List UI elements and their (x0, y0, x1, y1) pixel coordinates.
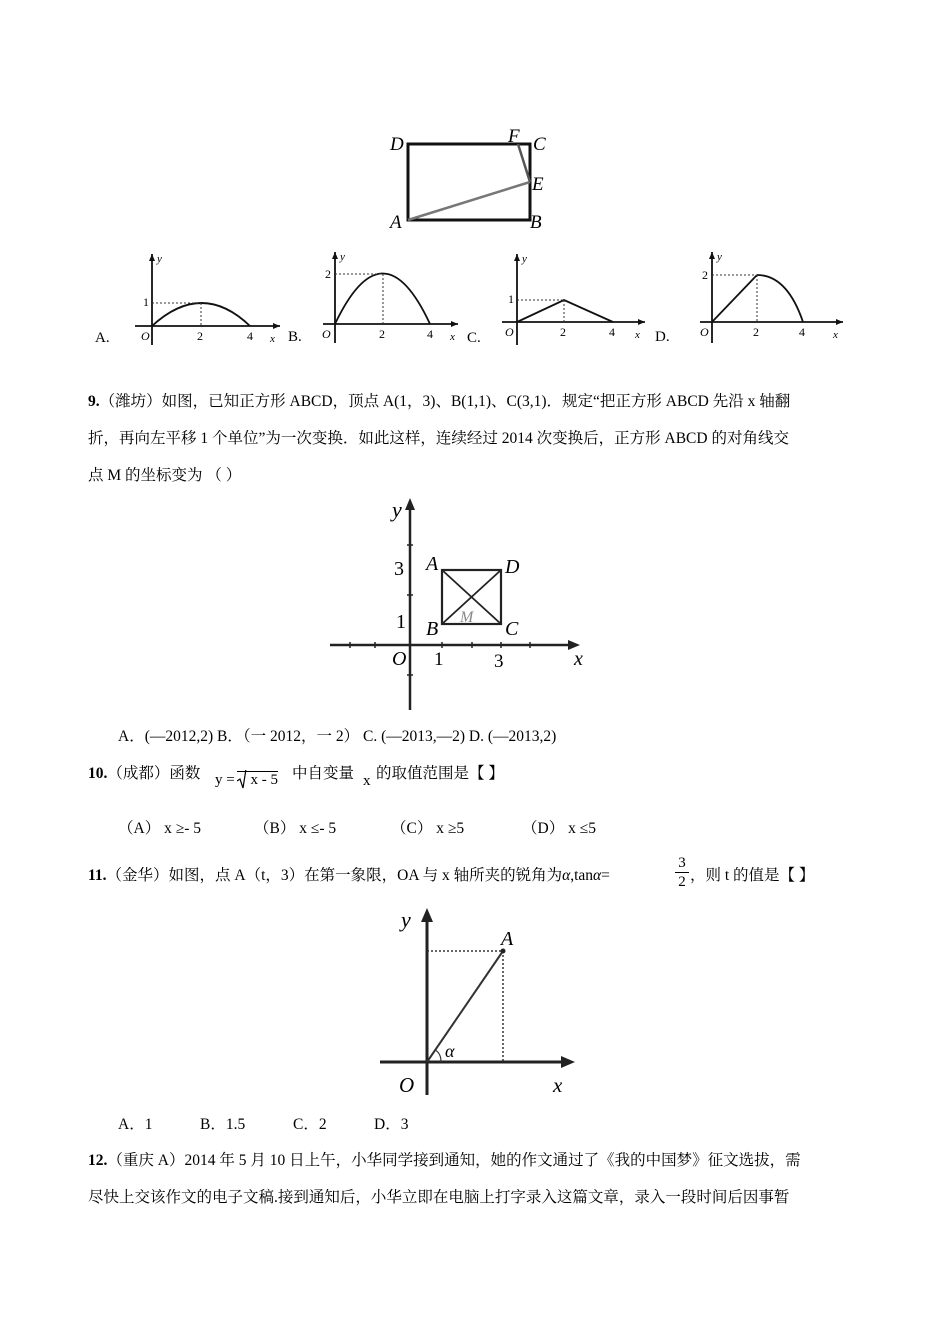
label-C: C (533, 134, 546, 155)
svg-text:4: 4 (799, 325, 805, 339)
q11-choice-a: A．1 (118, 1116, 153, 1133)
label-D: D (390, 134, 404, 155)
label-B: B (530, 212, 542, 233)
svg-text:y: y (401, 907, 411, 932)
svg-text:y: y (522, 253, 527, 265)
svg-text:O: O (392, 648, 407, 670)
q12-line-1: 12.（重庆 A）2014 年 5 月 10 日上午，小华同学接到通知，她的作文通过了《我的中国梦》征文选拔，需 (88, 1152, 801, 1169)
svg-text:y: y (157, 253, 162, 265)
svg-text:1: 1 (434, 649, 444, 670)
q10-text-mid: 中自变量 (292, 765, 355, 782)
q9-line-1: 9.（潍坊）如图，已知正方形 ABCD，顶点 A(1，3)、B(1,1)、C(3,1)．规定“把正方形 ABCD 先沿 x 轴翻 (88, 393, 791, 410)
svg-text:x: x (635, 329, 640, 341)
q12-line-2: 尽快上交该作文的电子文稿.接到通知后，小华立即在电脑上打字录入这篇文章，录入一段时间后因事暂 (88, 1189, 790, 1206)
svg-text:y: y (717, 251, 722, 263)
q10-choice-a: （A） x ≥- 5 (118, 820, 201, 837)
q9-choices: A．(—2012,2) B．（一 2012，一 2） C. (—2013,—2) D. (—2013,2) (118, 728, 557, 745)
q9-square-figure (330, 495, 600, 715)
svg-text:A: A (501, 928, 514, 950)
svg-text:O: O (505, 325, 514, 339)
option-d-letter: D. (655, 329, 670, 345)
option-b-letter: B. (288, 329, 302, 345)
label-A: A (390, 212, 402, 233)
q11-fraction: 3 2 (675, 854, 689, 891)
svg-text:2: 2 (379, 327, 385, 341)
label-E: E (532, 174, 544, 195)
svg-text:A: A (426, 553, 439, 575)
svg-text:2: 2 (702, 268, 708, 282)
svg-text:2: 2 (560, 325, 566, 339)
q10-choice-c: （C） x ≥5 (391, 820, 465, 837)
label-F: F (508, 126, 520, 147)
svg-text:O: O (322, 327, 331, 341)
svg-text:x: x (450, 331, 455, 343)
svg-text:3: 3 (394, 558, 404, 580)
svg-text:C: C (505, 618, 519, 640)
q10-choice-d: （D） x ≤5 (522, 820, 596, 837)
svg-text:4: 4 (427, 327, 433, 341)
q8-option-b-graph (288, 248, 468, 348)
q11-choice-d: D．3 (374, 1116, 409, 1133)
svg-text:2: 2 (325, 267, 331, 281)
q10-choice-b: （B） x ≤- 5 (254, 820, 337, 837)
q11-text-post: ，则 t 的值是【 】 (690, 867, 815, 884)
svg-text:x: x (574, 648, 583, 670)
svg-text:O: O (399, 1073, 415, 1097)
svg-text:3: 3 (494, 651, 504, 672)
q11-number: 11. (88, 867, 107, 884)
svg-text:O: O (700, 325, 709, 339)
svg-text:4: 4 (609, 325, 615, 339)
q9-number: 9. (88, 393, 100, 410)
option-a-letter: A. (95, 330, 110, 346)
q8-rectangle-figure (380, 120, 560, 235)
q11-coordinate-figure (375, 905, 585, 1100)
svg-text:4: 4 (247, 329, 253, 343)
q11-line: 11.（金华）如图，点 A（t，3）在第一象限，OA 与 x 轴所夹的锐角为α,tanα= (88, 867, 610, 884)
svg-text:D: D (505, 556, 520, 578)
q12-number: 12. (88, 1152, 108, 1169)
q9-line-2: 折，再向左平移 1 个单位”为一次变换．如此这样，连续经过 2014 次变换后，正方形 ABCD 的对角线交 (88, 430, 789, 447)
q8-option-d-graph (655, 248, 850, 348)
svg-text:x: x (270, 333, 275, 345)
svg-text:M: M (460, 609, 474, 626)
svg-text:x: x (833, 329, 838, 341)
svg-text:2: 2 (753, 325, 759, 339)
svg-text:1: 1 (508, 292, 514, 306)
q10-line: 10.（成都）函数 (88, 765, 201, 782)
q11-choice-c: C．2 (293, 1116, 327, 1133)
q8-option-a-graph (95, 250, 285, 350)
svg-text:x: x (553, 1073, 563, 1097)
svg-text:2: 2 (197, 329, 203, 343)
q10-text-post: 的取值范围是【 】 (376, 765, 504, 782)
q8-option-c-graph (467, 250, 652, 350)
q10-formula: y = x - 5 (215, 772, 278, 789)
q11-choice-b: B．1.5 (200, 1116, 246, 1133)
q10-var: x (363, 773, 371, 789)
q9-line-3: 点 M 的坐标变为 （ ） (88, 467, 242, 484)
svg-text:y: y (340, 251, 345, 263)
svg-text:1: 1 (396, 611, 406, 633)
svg-text:B: B (426, 618, 439, 640)
q10-number: 10. (88, 765, 108, 782)
svg-text:O: O (141, 329, 150, 343)
svg-text:y: y (392, 497, 402, 522)
option-c-letter: C. (467, 330, 481, 346)
svg-text:α: α (445, 1041, 455, 1061)
svg-text:1: 1 (143, 295, 149, 309)
